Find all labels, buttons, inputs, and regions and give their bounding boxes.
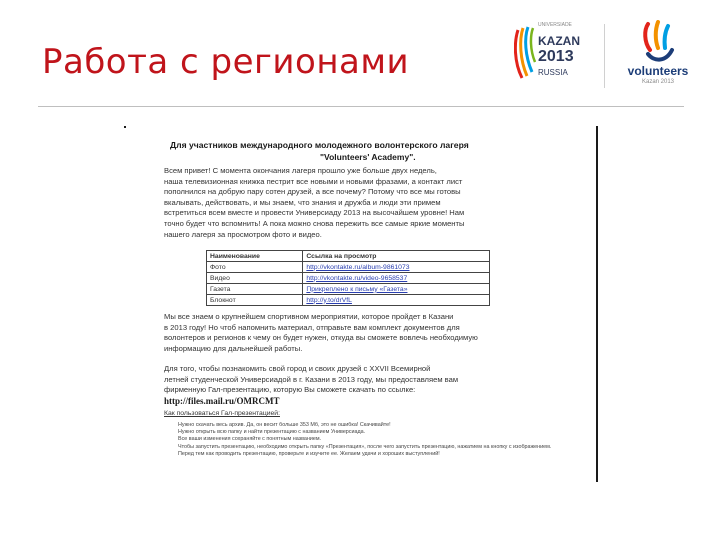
table-cell: Блокнот	[207, 295, 303, 306]
universiade-year: 2013	[538, 48, 574, 65]
paragraph-line: информацию для дальнейшей работы.	[164, 343, 303, 353]
table-header-row	[207, 251, 490, 262]
paragraph-presentation	[164, 364, 458, 406]
download-link[interactable]: http://files.mail.ru/OMRCMT	[164, 395, 280, 406]
volunteers-sub: Kazan 2013	[641, 79, 675, 85]
table-row	[207, 295, 490, 306]
document-border-right	[596, 126, 598, 482]
table-header-cell: Наименование	[207, 251, 303, 262]
paragraph-line: вкалывать, действовать, и мы знаем, что знания и дружба и люди эти примем	[164, 197, 441, 207]
logo-divider	[604, 24, 605, 88]
paragraph-line: встретиться всем вместе и провести Универсиаду 2013 на высочайшем уровне! Нам	[164, 208, 465, 218]
paragraph-line: нашего лагеря за просмотром фото и видео.	[164, 229, 322, 239]
instructions-list	[156, 422, 596, 458]
list-item: 1. Нужно скачать весь архив. Да, он весит больше 353 Мб, это не ошибка! Скачивайте!	[178, 422, 596, 429]
list-item: 5. Перед тем как проводить презентацию, проверьте и изучите ее. Желаем удачи и хороших выступлений!	[178, 451, 596, 458]
list-item: 4. Чтобы запустить презентацию, необходимо открыть папку «Презентация», после чего запустить презентацию, нажатием на кнопку с изображением.	[178, 444, 596, 451]
table-row	[207, 284, 490, 295]
table-row	[207, 273, 490, 284]
list-item: 3. Все ваши изменения сохраняйте с понятным названием.	[178, 436, 596, 443]
table-header-cell: Ссылка на просмотр	[303, 251, 490, 262]
paragraph-line: Для того, чтобы познакомить свой город и своих друзей с XXVII Всемирной	[164, 364, 431, 373]
slide-title: Работа с регионами	[42, 42, 410, 82]
paragraph-line: точно будет что вспомнить! А пока можно снова пережить все самые яркие моменты	[164, 218, 465, 228]
paragraph-line: в 2013 году! Но чтоб напомнить материал, отправьте вам комплект документов для	[164, 322, 460, 332]
table-link[interactable]: http://vkontakte.ru/video-9658537	[303, 273, 490, 284]
table-link[interactable]: http://vkontakte.ru/album-9861073	[303, 262, 490, 273]
document-subheading: "Volunteers' Academy".	[320, 152, 416, 162]
table-link[interactable]: Прикреплено к письму «Газета»	[303, 284, 490, 295]
universiade-small-text: UNIVERSIADE	[538, 22, 572, 28]
letter-document	[124, 128, 596, 482]
paragraph-line: фирменную Гал-презентацию, которую Вы сможете скачать по ссылке:	[164, 385, 416, 395]
volunteers-logo	[616, 20, 700, 94]
table-cell: Видео	[207, 273, 303, 284]
title-divider	[38, 106, 684, 107]
paragraph-line: наша телевизионная книжка пестрит все новыми и новыми фразами, а контакт лист	[164, 176, 463, 186]
paragraph-line: летней студенческой Универсиадой в г. Казани в 2013 году, мы предоставляем вам	[164, 374, 459, 384]
universiade-city: KAZAN	[538, 34, 580, 48]
instructions-heading: Как пользоваться Гал-презентацией:	[164, 410, 280, 417]
paragraph-line: Всем привет! С момента окончания лагеря прошло уже больше двух недель,	[164, 166, 437, 175]
table-cell: Фото	[207, 262, 303, 273]
paragraph-greeting	[164, 166, 464, 240]
table-cell: Газета	[207, 284, 303, 295]
universiade-country: RUSSIA	[538, 68, 568, 77]
volunteers-hand-icon	[638, 20, 678, 64]
volunteers-name: volunteers	[627, 64, 689, 78]
paragraph-line: Мы все знаем о крупнейшем спортивном мероприятии, которое пройдет в Казани	[164, 312, 454, 321]
universiade-emblem-icon	[514, 22, 536, 82]
document-heading: Для участников международного молодежного волонтерского лагеря	[170, 140, 469, 150]
paragraph-line: пополнился на добрую пару сотен друзей, а все почему? Потому что все мы готовы	[164, 187, 461, 197]
universiade-logo	[514, 18, 594, 90]
table-link[interactable]: http://y.to/drVfL	[303, 295, 490, 306]
list-item: 2. Нужно открыть всю папку и найти презентацию с названием Универсиада.	[178, 429, 596, 436]
media-links-table	[206, 250, 490, 306]
paragraph-line: волонтеров и регионов к чему он будет нужен, откуда вы сможете вовлечь необходимую	[164, 333, 478, 343]
table-row	[207, 262, 490, 273]
paragraph-universiade	[164, 312, 478, 354]
